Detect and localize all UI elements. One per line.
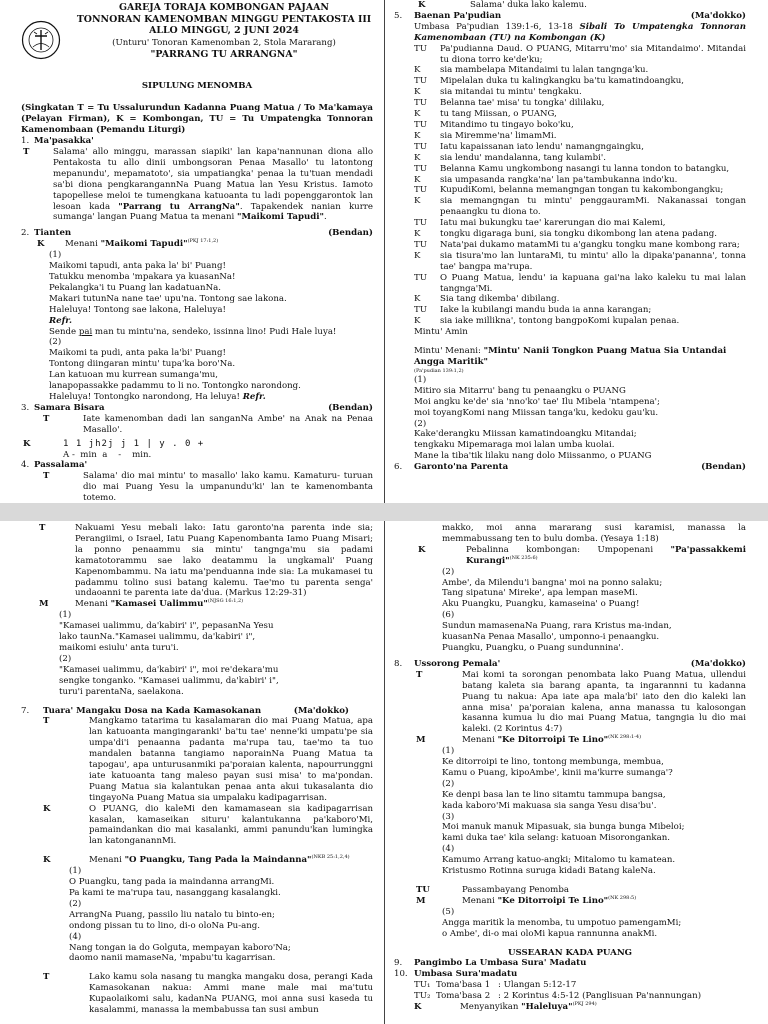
reading-text: sia lendu' mandalanna, tang kulambi'. [440, 152, 606, 163]
abbreviation-note: (Singkatan T = Tu Ussalurundun Kadanna Puang Matua / To Ma'kamaya (Pelayan Firman), K = Kombongan, TU = Tu Umpatengka Tonnoran Kamenombaan (Pemandu Liturgi) [21, 103, 373, 136]
reading-text: sia tisura'mo lan luntaraMi, tu mintu' allo la dipaka'pananna', tonna tae' bangpa ma'rupa. [440, 250, 746, 272]
psalm-intro: Umbasa Pa'pudian 139:1-6, 13-18 Sibali To Umpatengka Tonnoran Kamenombaan (TU) na Kombongan (K) [414, 21, 746, 43]
psalm-song-ref: (Pa'pudian 139:1,2) [414, 367, 464, 374]
reading-row [414, 120, 746, 131]
page-2 [0, 521, 768, 1024]
reading-text: Belanna Kamu ungkombong nasangi tu lanna tondon to batangku, [440, 163, 730, 174]
page2-left-column [21, 523, 373, 1016]
reading-row [414, 240, 746, 251]
church-name: GAREJA TORAJA KOMBONGAN PAJAAN [119, 2, 329, 13]
reading-text: Sia tang dikemba' dibilang. [440, 294, 560, 305]
liturgy-row: K Menani "Maikomi Tapudi"$^{(PKJ 17:1,2)}$ [37, 238, 219, 250]
reading-row [414, 316, 746, 327]
liturgy-row: K O PUANG, dio kaleMi den kamamasean sia kadipagarrisan kasalan, kamaseikan situru' kalantukanna pa'kaboro'Mi, pamaindankan dio mai kasalanki, ammi panundu'kan lumingka lan katonganannMi. [43, 803, 373, 847]
reading-text: Mitandimo tu tingayo boko'ku, [440, 119, 574, 130]
speaker-label: K [414, 152, 421, 163]
reading-row [414, 164, 746, 175]
liturgy-row: T Mangkamo tatarima tu kasalamaran dio mai Puang Matua, apa lan katuoanta mangingaranki' ba'tu tae' nenne'ki umpatu'pe sia umpa'di'i penaanna padanta ma'rupa tau, tae'mo ta tuo mandalen batanna tangiamo naporainNa Puang Matua ta tapogau', apa unturusanmiki pa'poraian kalenta, napourrunggni iate katuoanta tang maleso payan susi misa' to ma'pondan. Puang Matua sia kalantukan penaa anta akui tukasalanta dio tingayoNa Puang Matua sia umpalaku kadipagarrisan. [43, 716, 373, 803]
reading-row [414, 76, 746, 87]
page-1 [0, 0, 768, 503]
song-lyrics: (1) "Kamasei ualimmu, da'kabiri' i", pepasanNa Yesu lako taunNa."Kamasei ualimmu, da'kabiri' i", maikomi esiulu' anta turu'i. (2) "Kamasei ualimmu, da'kabiri' i", moi re'dekara'mu sengke tonganko. "Kamasei ualimmu, da'kabiri' i", turu'i parentaNa, saelakona. [59, 610, 279, 697]
liturgy-row: K Salama' duka lako kalemu. [418, 0, 587, 10]
speaker-label: K [414, 109, 421, 120]
church-logo-icon [21, 20, 61, 60]
reading-ref: : 2 Korintus 4:5-12 (Panglisuan Pa'nannungan) [498, 991, 702, 1002]
liturgy-row: M Menani "Kamasei Ualimmu"$^{(NJSG 16:1,2)}$ [39, 598, 244, 610]
reading-text: Nata'pai dukamo matamMi tu a'gangku tongku mane kombong rara; [440, 239, 740, 250]
reading-text: sia iake millikna', tontong bangpoKomi kupalan penaa. [440, 316, 680, 327]
speaker-label: TU [414, 98, 427, 109]
section-title: SIPULUNG MENOMBA [141, 80, 253, 91]
liturgy-item-2: 2. Tianten (Bendan) [21, 228, 373, 239]
reading-row [414, 65, 746, 76]
reading-text: Pa'pudianna Daud. O PUANG, Mitarru'mo' sia Mitandaimo'. Mitandai tu diona torro ke'de'ku; [440, 43, 746, 65]
continued-text: makko, moi anna mararang susi karamisi, manassa la memmabussang ten to bulu domba. (Yesaya 1:18) [442, 523, 746, 544]
page1-left-column [21, 0, 373, 503]
reading-text: Iatu kapaissanan iato lendu' namangngaingku, [440, 141, 644, 152]
reading-text: Belanna tae' misa' tu tongka' dililaku, [440, 98, 605, 109]
page1-right-column [394, 0, 746, 473]
speaker-label: TU [414, 76, 427, 87]
reading-row [414, 218, 746, 229]
reading-row [414, 109, 746, 120]
speaker-label: TU [414, 163, 427, 174]
service-title: TONNORAN KAMENOMBAN MINGGU PENTAKOSTA III [76, 13, 372, 25]
liturgy-item-6: 6. Garonto'na Parenta (Bendan) [394, 462, 746, 473]
service-date: ALLO MINGGU, 2 JUNI 2024 [149, 25, 299, 36]
speaker-label: TU [414, 141, 427, 152]
liturgy-row: K Menani "O Puangku, Tang Pada la Maindanna"$^{(NKB 25:1,2,4)}$ [43, 854, 350, 866]
reading-text: Iatu mai bukungku tae' karerungan dio mai Kalemi, [440, 218, 666, 229]
service-note: (Unturu' Tonoran Kamenomban 2, Stola Mararang) [112, 37, 336, 48]
amen-notation: K 1 1 jh2j j 1 | y . 0 + [23, 438, 205, 449]
speaker-label: K [414, 87, 421, 98]
liturgy-row: TU Passambayang Penomba [416, 885, 569, 895]
readings-list [394, 980, 746, 1002]
reader-label: TU₂ [414, 991, 431, 1002]
reading-row [414, 98, 746, 109]
reading-text: O Puang Matua, lendu' ia kapuana gai'na lako kaleku tu mai lalan tangnga'Mi. [440, 272, 746, 294]
service-theme: "PARRANG TU ARRANGNA" [150, 49, 298, 60]
reading-row [414, 175, 746, 186]
reading-row [414, 229, 746, 240]
reading-row [414, 185, 746, 196]
amen-words: A - min a - min. [63, 449, 152, 460]
speaker-label: K [414, 196, 421, 207]
speaker-label: TU [414, 43, 427, 54]
song-lyrics: (2) Ambe', da Milendu'i bangna' moi na ponno salaku; Tang sipatuna' Mireke', apa lempan maseMi. Aku Puangku, Puangku, kamaseina' o Puang! (6) Sundun mamasenaNa Puang, rara Kristus ma-indan, kuasanNa Penaa Masallo', umponno-i penaangku. Puangku, Puangku, o Puang sundunnina'. [442, 566, 672, 653]
reading-text: sia Miremme'na' limamMi. [440, 130, 557, 141]
reader-role: Toma'basa 2 [436, 991, 491, 1002]
liturgy-row: T Iate kamenomban dadi lan sanganNa Ambe' na Anak na Penaa Masallo'. [43, 413, 373, 435]
liturgy-item-4: 4. Passalama' [21, 460, 88, 471]
liturgy-row: K Pebalinna kombongan: Umpopenani "Pa'passakkemi Kurangi"$^{(NK 235:6)}$ [418, 544, 746, 566]
speaker-label: K [414, 65, 421, 76]
reading-row [414, 142, 746, 153]
reading-ref: : Ulangan 5:12-17 [498, 980, 577, 991]
liturgy-row: T Lako kamu sola nasang tu mangka mangaku dosa, perangi Kada Kamasokanan nakua: Ammi mane male mai ma'tutu Kupaolaikomi salu, kadanNa PUANG, moi anna susi kaseda tu kasalammi, manassa la membabussa tan susi ambun [43, 972, 373, 1016]
liturgy-row: T Salama' allo minggu, marassan siapiki' lan kapa'nannunan diona allo Pentakosta tu allo dinii umbongsoran Penaa Masallo' tu latontong mepanundu', mepamatoto', sia umpatiangka' penaa la tu'tuan mendadi sa'bi diona pengkarangannNa Puang Matua lan Yesu Kristus. Iamoto tapopellese meloi te tumengkana katuoanta tu ladi popenggarontok lan lesoan kada "Parrang tu ArrangNa". Tapakendek nanian kurre sumanga' langan Puang Matua ta menani "Maikomi Tapudi". [23, 147, 373, 223]
liturgy-row: T Salama' dio mai mintu' to masallo' lako kamu. Kamaturu- turuan dio mai Puang Yesu la umpanundu'ki' lan te kamenombanta totemo. [43, 471, 373, 503]
song-lyrics: (1) Mitiro sia Mitarru' bang tu penaangku o PUANG Moi angku ke'de' sia 'nno'ko' tae' Ilu Mibela 'ntampena'; moi toyangKomi nang Miissan tanga'ku, kedoku gau'ku. (2) Kake'derangku Miissan kamatindoangku Mitandai; tengkaku Mipemaraga moi lalan umba kuolai. Mane la tiba'tik lilaku nang dolo Miissanmo, o PUANG [414, 374, 660, 462]
reading-text: tu tang Miissan, o PUANG, [440, 109, 557, 120]
speaker-label: TU [414, 218, 427, 229]
liturgy-row: T Nakuami Yesu mebali lako: Iatu garonto'na parenta inde sia; Perangiimi, o Israel, Iatu Puang Kapenombanta Iamo Puang Misari; la ponno penaammu sia mintu' tangnga'mu sia padami kamatotorammu sae lako deatammu la ungkamali' Puang Kapenombammu. Na iatu ma'penduanna inde sia: La mukamasei tu padammu tolino susi batang kalemu. Tae'mo tu parenta senga' undaoanni te parenta iate da'dua. (Markus 12:29-31) [39, 523, 373, 599]
speaker-label: TU [414, 239, 427, 250]
reading-text: KupudiKomi, belanna memangngan tongan tu kakombongangku; [440, 185, 724, 196]
reader-label: TU₁ [414, 980, 431, 991]
speaker-label: TU [414, 185, 427, 196]
reading-text: tongku digaraga buni, sia tongku dikombong lan atena padang. [440, 229, 717, 240]
liturgy-item-10: 10. Umbasa Sura'madatu [394, 969, 518, 980]
reading-row [414, 294, 746, 305]
speaker-label: K [414, 294, 421, 305]
liturgy-row: K Menyanyikan "Haleluya"$^{(PKJ 294)}$ [414, 1001, 597, 1013]
reading-row [414, 273, 746, 295]
amen-line: Mintu' Amin [414, 327, 468, 338]
reading-text: sia mitandai tu mintu' tengkaku. [440, 87, 582, 98]
responsive-reading [394, 44, 746, 328]
speaker-label: K [414, 229, 421, 240]
speaker-label: TU [414, 305, 427, 316]
column-divider [384, 0, 385, 503]
psalm-song-call: Mintu' Menani: "Mintu' Nanii Tongkon Puang Matua Sia Untandai Angga Maritik" [414, 346, 727, 367]
reading-row [414, 87, 746, 98]
reading-text: sia umpasanda rangka'na' lan pa'tambukanna indo'ku. [440, 174, 678, 185]
song-lyrics: (5) Angga maritik la menomba, tu umpotuo pamengamMi; o Ambe', di-o mai oloMi kapua rannunna anakMi. [442, 906, 682, 939]
liturgy-item-5: 5. Baenan Pa'pudian (Ma'dokko) [394, 10, 746, 21]
reading-row [414, 153, 746, 164]
speaker-label: K [414, 130, 421, 141]
song-lyrics: (1) O Puangku, tang pada ia maindanna arrangMi. Pa kami te ma'rupa tau, nasanggang kasalangki. (2) ArrangNa Puang, passilo liu natalo tu binto-en; ondong pissan tu to lino, di-o oloNa Pu-ang. (4) Nang tongan ia do Golguta, mempayan kaboro'Na; daomo nanii mamaseNa, 'mpabu'tu kagarrisan. [69, 866, 291, 964]
reader-role: Toma'basa 1 [436, 980, 491, 991]
liturgy-row: M Menani "Ke Ditorroipi Te Lino"$^{(NK 298:5)}$ [416, 895, 637, 906]
reading-row [414, 305, 746, 316]
speaker-label: TU [414, 119, 427, 130]
column-divider [384, 521, 385, 1024]
liturgy-item-8: 8. Ussorong Pemala' (Ma'dokko) [394, 658, 746, 669]
speaker-label: K [414, 316, 421, 327]
reading-row [414, 251, 746, 273]
reading-text: Mipelalan duka tu kalingkangku ba'tu kamatindoangku, [440, 76, 685, 87]
speaker-label: K [414, 250, 421, 261]
speaker-label: K [414, 174, 421, 185]
reading-text: sia memangngan tu mintu' penggauramMi. Nakanassai tongan penaangku tu diona to. [440, 196, 746, 218]
liturgy-item-3: 3. Samara Bisara (Bendan) [21, 402, 373, 413]
liturgy-item-1: 1. Ma'pasakka' [21, 136, 94, 147]
reading-text: Iake la kubilangi mandu buda ia anna karangan; [440, 305, 652, 316]
reading-row [414, 44, 746, 66]
reading-row [414, 131, 746, 142]
reading-row [414, 196, 746, 218]
liturgy-row: M Menani "Ke Ditorroipi Te Lino"$^{(NK 298:1-4)}$ [416, 734, 642, 746]
song-lyrics: (1) Ke ditorroipi te lino, tontong membunga, membua, Kamu o Puang, kipoAmbe', kinii ma'kurre sumanga'? (2) Ke denpi basa lan te lino sitamtu tammupa bangsa, kada kaboro'Mi makuasa sia sanga Yesu disa'bu'. (3) Moi manuk manuk Mipasuak, sia bunga bunga Mibeloi; kami duka tae' kila selang: katuoan Misorongankan. (4) Kamumo Arrang katuo-angki; Mitalomo tu kamatean. Kristusmo Rotinna suruga kidadi Batang kaleNa. [442, 746, 685, 877]
liturgy-row: T Mai komi ta sorongan penombata lako Puang Matua, ullendui batang kaleta sia barang apanta, ta ingarannni tu kadanna Puang tu nakua: Apa iate apa mala'bi' iato den dio kaleki lan anna misa' pa'poraian kalena, anna manassa tu kalosongan kasanna kumua lu dio mai Puang Matua, tangngia lu dio mai kaleki. (2 Korintus 4:7) [416, 669, 746, 735]
section-title: USSEARAN KADA PUANG [507, 947, 633, 958]
reading-entry [414, 980, 746, 991]
page2-right-column [394, 523, 746, 1013]
liturgy-item-7: 7. Tuara' Mangaku Dosa na Kada Kamasokanan (Ma'dokko) [21, 705, 349, 716]
song-lyrics: (1) Maikomi tapudi, anta paka la' bi' Puang! Tatukku menomba 'mpakara ya kuasanNa! Pekalangka'i tu Puang lan kadatuanNa. Makari tutunNa nane tae' upu'na. Tontong sae lakona. Haleluya! Tontong sae lakona, Haleluya! Refr. Sende pai man tu mintu'na, sendeko, issinna lino! Pudi Hale luya! (2) Maikomi ta pudi, anta paka la'bi' Puang! Tontong diingaran mintu' tupa'ka boro'Na. Lan katuoan mu kurrean sumanga'mu, lanapopassakke padammu to li no. Tontongko narondong. Haleluya! Tontongko narondong, Ha leluya! Refr. [49, 250, 337, 402]
speaker-label: TU [414, 272, 427, 283]
reading-text: sia mambelapa Mitandaimi tu lalan tangnga'ku. [440, 65, 649, 76]
liturgy-item-9: 9. Pangimbo La Umbasa Sura' Madatu [394, 958, 587, 969]
